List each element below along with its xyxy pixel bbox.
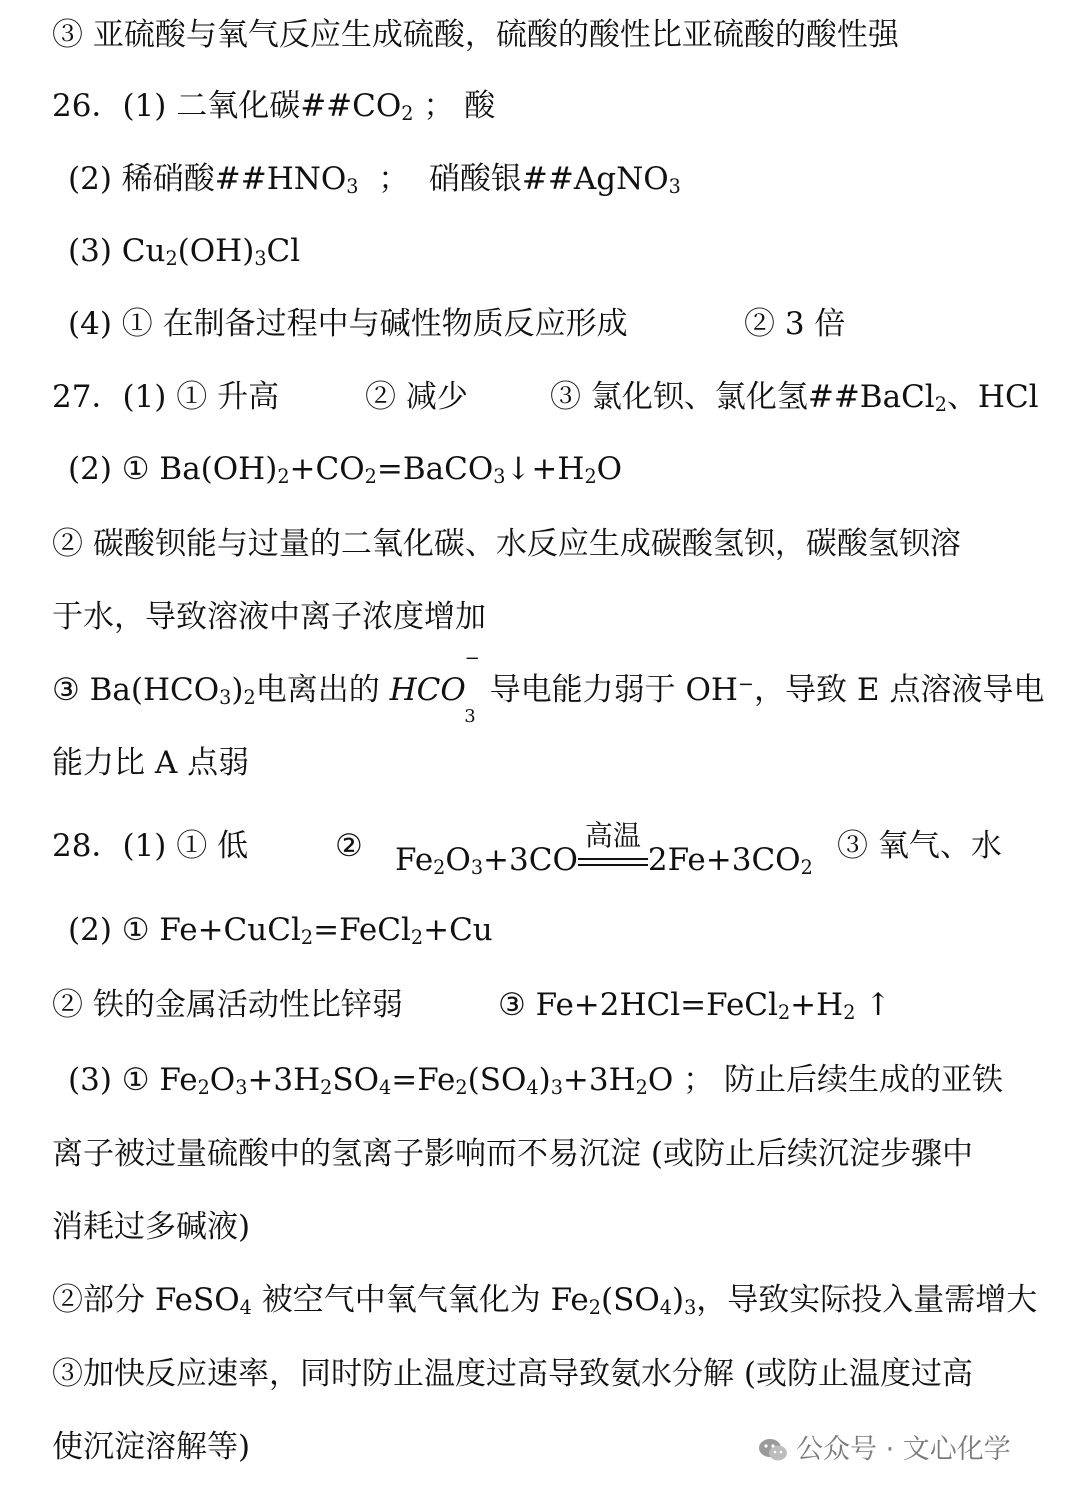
subscript: 2 <box>433 856 446 880</box>
line-text: ↓+H <box>505 451 585 487</box>
line-text: (3) ① Fe <box>68 1062 198 1098</box>
subscript: 3 <box>219 686 232 710</box>
subscript: 2 <box>165 247 178 271</box>
subscript: 2 <box>197 1076 210 1100</box>
line-text: ，导致实际投入量需增大 <box>696 1282 1038 1318</box>
answer-line <box>52 1270 1038 1330</box>
line-text: =Fe <box>391 1062 456 1098</box>
answer-line <box>52 648 1045 727</box>
answer-line <box>52 514 1028 574</box>
subscript: 3 <box>684 1296 697 1320</box>
line-text: +3H <box>562 1062 636 1098</box>
subscript: 2 <box>777 1001 791 1025</box>
line-text: 电离出的 <box>255 672 390 708</box>
line-text: +H <box>790 987 844 1023</box>
line-text: ② <box>335 828 363 864</box>
answer-line <box>68 294 1028 354</box>
subscript: 3 <box>346 175 359 199</box>
answer-line <box>52 1124 1028 1184</box>
reaction-condition <box>578 818 648 882</box>
superscript: − <box>737 672 754 696</box>
subscript: 4 <box>659 1296 672 1320</box>
line-text: 28．(1) ① 低 <box>52 828 249 864</box>
line-text: ③加快反应速率，同时防止温度过高导致氨水分解 (或防止温度过高 <box>52 1356 973 1392</box>
subscript: 2 <box>320 1076 333 1100</box>
subscript: 2 <box>635 1076 648 1100</box>
subscript: 2 <box>584 465 597 489</box>
answer-line <box>52 733 1028 793</box>
subscript: 2 <box>455 1076 468 1100</box>
answer-line <box>52 367 1039 427</box>
subscript: 4 <box>526 1076 539 1100</box>
subscript: 3 <box>470 856 484 880</box>
answer-line <box>68 439 1028 499</box>
subscript: 2 <box>843 1001 856 1025</box>
line-text: 于水，导致溶液中离子浓度增加 <box>52 599 486 635</box>
line-text: ，导致 E 点溶液导电 <box>754 672 1045 708</box>
answer-line <box>68 1050 1028 1110</box>
answer-line <box>68 221 1028 281</box>
line-text: (4) ① 在制备过程中与碱性物质反应形成 <box>68 306 628 342</box>
line-text: (3) Cu <box>68 233 166 269</box>
subscript: 3 <box>254 247 267 271</box>
line-text: ② 减少 <box>365 379 468 415</box>
line-text: (SO <box>600 1282 660 1318</box>
subscript: 4 <box>379 1076 392 1100</box>
line-text: +3CO <box>483 842 578 878</box>
line-text: 26．(1) 二氧化碳##CO <box>52 88 402 124</box>
subscript: 3 <box>668 175 681 199</box>
line-text: ) <box>538 1062 551 1098</box>
line-text: =FeCl <box>313 912 411 948</box>
line-text: 27．(1) ① 升高 <box>52 379 280 415</box>
line-text: +3H <box>247 1062 321 1098</box>
line-text: ② 碳酸钡能与过量的二氧化碳、水反应生成碳酸氢钡，碳酸氢钡溶 <box>52 526 961 562</box>
line-text: ② 铁的金属活动性比锌弱 <box>52 987 403 1023</box>
line-text: ) <box>231 672 244 708</box>
answer-line <box>68 900 1028 960</box>
line-text: ↑ <box>855 987 892 1023</box>
chemical-equation <box>395 818 813 890</box>
wechat-icon <box>758 1435 788 1461</box>
subscript: 2 <box>300 926 314 950</box>
line-text: ) <box>671 1282 685 1318</box>
answer-line <box>52 587 1028 647</box>
line-text: ③ 亚硫酸与氧气反应生成硫酸，硫酸的酸性比亚硫酸的酸性强 <box>52 17 899 53</box>
line-text: Fe <box>395 842 434 878</box>
line-text: ③ Ba(HCO <box>52 672 220 708</box>
line-text: ； 酸 <box>413 88 496 124</box>
answer-line <box>52 816 1028 880</box>
line-text: (2) ① Ba(OH) <box>68 451 278 487</box>
subscript: 4 <box>239 1296 252 1320</box>
line-text: 消耗过多碱液) <box>52 1209 251 1245</box>
line-text: ③ 氯化钡、氯化氢##BaCl <box>550 379 935 415</box>
line-text: ③ 氧气、水 <box>837 828 1002 864</box>
line-text: Cl <box>266 233 301 269</box>
line-text: 2Fe+3CO <box>647 842 801 878</box>
ion-formula: HCO <box>389 672 466 708</box>
line-text: (SO <box>467 1062 527 1098</box>
answer-line <box>52 5 1028 65</box>
line-text: (2) 稀硝酸##HNO <box>68 161 347 197</box>
subscript: 2 <box>934 393 947 417</box>
line-text: 被空气中氧气氧化为 Fe <box>251 1282 589 1318</box>
subscript: 3 <box>493 465 506 489</box>
answer-line <box>52 76 1028 136</box>
condition-label: 高温 <box>584 818 641 852</box>
subscript: 2 <box>243 686 256 710</box>
line-text: 导电能力弱于 OH <box>479 672 738 708</box>
subscript: 2 <box>800 856 813 880</box>
line-text: ③ Fe+2HCl=FeCl <box>498 987 778 1023</box>
subscript: 2 <box>277 465 290 489</box>
watermark <box>758 1430 1011 1470</box>
line-text: +CO <box>289 451 365 487</box>
line-text: +Cu <box>423 912 493 948</box>
subscript: 2 <box>410 926 424 950</box>
subscript: 2 <box>364 465 377 489</box>
subscript: 3 <box>550 1076 563 1100</box>
line-text: (OH) <box>177 233 255 269</box>
answer-line <box>68 149 1028 209</box>
line-text: 、HCl <box>946 379 1039 415</box>
superscript: − <box>464 648 480 669</box>
subscript: 3 <box>464 706 476 727</box>
line-text: SO <box>332 1062 380 1098</box>
line-text: O ； 防止后续生成的亚铁 <box>647 1062 1003 1098</box>
subscript: 2 <box>401 102 414 126</box>
answer-line <box>52 975 1028 1035</box>
subscript: 3 <box>235 1076 248 1100</box>
line-text: ②部分 FeSO <box>52 1282 240 1318</box>
line-text: 能力比 A 点弱 <box>52 745 250 781</box>
line-text: =BaCO <box>376 451 494 487</box>
bicarbonate-ion <box>389 648 480 727</box>
line-text: (2) ① Fe+CuCl <box>68 912 301 948</box>
line-text: O <box>445 842 471 878</box>
watermark-text: 公众号 · 文心化学 <box>796 1434 1011 1465</box>
subscript: 2 <box>588 1296 601 1320</box>
line-text: O <box>209 1062 236 1098</box>
answer-line <box>52 1344 1028 1404</box>
answer-line <box>52 1197 1028 1257</box>
line-text: 离子被过量硫酸中的氢离子影响而不易沉淀 (或防止后续沉淀步骤中 <box>52 1136 973 1172</box>
line-text: ② 3 倍 <box>744 306 846 342</box>
line-text: 使沉淀溶解等) <box>52 1429 251 1465</box>
line-text: O <box>596 451 623 487</box>
line-text: ； 硝酸银##AgNO <box>358 161 669 197</box>
